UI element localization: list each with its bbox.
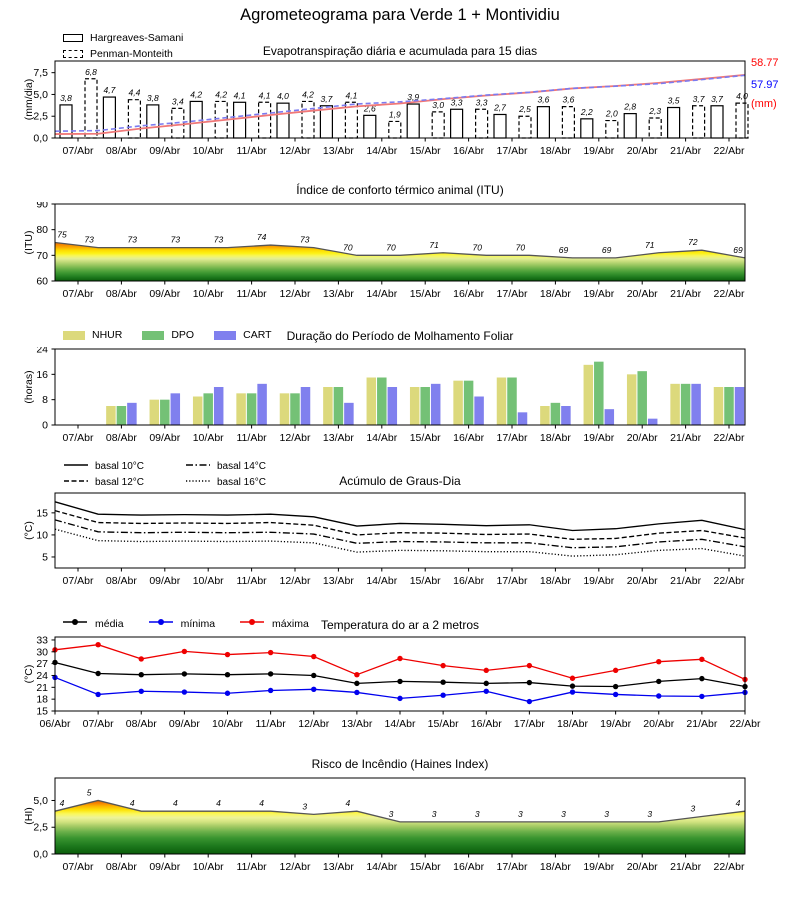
svg-text:20/Abr: 20/Abr (626, 145, 658, 157)
svg-text:16: 16 (36, 368, 48, 381)
svg-text:22/Abr: 22/Abr (713, 861, 745, 873)
svg-text:60: 60 (36, 275, 48, 288)
svg-text:08/Abr: 08/Abr (105, 575, 137, 587)
svg-text:4: 4 (259, 798, 264, 809)
svg-text:5: 5 (86, 787, 92, 798)
svg-text:(°C): (°C) (23, 664, 35, 684)
svg-text:4: 4 (216, 798, 221, 809)
itu-canvas (0, 202, 800, 309)
svg-text:14/Abr: 14/Abr (366, 575, 398, 587)
graus-dia-canvas (0, 491, 800, 596)
haines-y-axis (23, 795, 55, 861)
temperatura-y-axis (23, 635, 55, 718)
svg-text:6,8: 6,8 (85, 66, 97, 77)
svg-text:73: 73 (300, 234, 310, 245)
hargreaves-solid-box-icon (63, 34, 83, 42)
svg-text:4: 4 (735, 798, 741, 809)
legend-label-nhur: NHUR (92, 329, 123, 341)
svg-text:16/Abr: 16/Abr (453, 575, 485, 587)
svg-text:19/Abr: 19/Abr (583, 861, 615, 873)
evapo-title: Evapotranspiração diária e acumulada para 15 dias (262, 44, 538, 58)
graus-dia-plot (0, 491, 800, 601)
svg-text:70: 70 (386, 242, 396, 253)
svg-text:09/Abr: 09/Abr (149, 288, 181, 300)
svg-text:80: 80 (36, 224, 48, 237)
temperatura-plot (0, 635, 800, 744)
subplot-graus-dia (0, 448, 800, 598)
svg-text:3,7: 3,7 (692, 93, 705, 104)
svg-text:09/Abr: 09/Abr (149, 432, 181, 444)
legend-label-basal14: basal 14°C (217, 461, 267, 472)
svg-text:2,5: 2,5 (33, 110, 48, 123)
svg-text:10/Abr: 10/Abr (212, 718, 243, 730)
svg-text:3: 3 (690, 803, 696, 814)
svg-text:21/Abr: 21/Abr (670, 288, 702, 300)
svg-text:3,9: 3,9 (407, 92, 420, 103)
svg-text:10/Abr: 10/Abr (192, 861, 224, 873)
legend-label-penman: Penman-Monteith (90, 48, 173, 60)
svg-text:90: 90 (36, 202, 48, 211)
svg-text:2,2: 2,2 (580, 106, 593, 117)
svg-text:4: 4 (129, 798, 135, 809)
svg-text:14/Abr: 14/Abr (366, 288, 398, 300)
svg-text:3,7: 3,7 (711, 93, 723, 104)
svg-text:73: 73 (127, 234, 137, 245)
svg-text:2,7: 2,7 (494, 102, 506, 113)
itu-area-series (55, 230, 745, 282)
temperatura-title: Temperatura do ar a 2 metros (320, 618, 480, 632)
svg-text:11/Abr: 11/Abr (236, 432, 267, 444)
svg-text:3,4: 3,4 (171, 96, 184, 107)
svg-text:(horas): (horas) (23, 370, 35, 404)
svg-text:3,3: 3,3 (450, 97, 463, 108)
svg-text:10/Abr: 10/Abr (192, 288, 224, 300)
svg-text:20/Abr: 20/Abr (626, 288, 658, 300)
haines-title: Risco de Incêndio (Haines Index) (311, 757, 489, 771)
svg-text:27: 27 (36, 658, 48, 671)
legend-item-hargreaves[interactable] (63, 32, 183, 44)
svg-text:22/Abr: 22/Abr (713, 145, 745, 157)
svg-text:13/Abr: 13/Abr (322, 145, 354, 157)
svg-text:07/Abr: 07/Abr (62, 575, 94, 587)
haines-plot (0, 776, 800, 887)
svg-text:14/Abr: 14/Abr (366, 145, 398, 157)
svg-text:17/Abr: 17/Abr (496, 861, 528, 873)
molhamento-y-axis (23, 347, 55, 432)
svg-text:14/Abr: 14/Abr (366, 432, 398, 444)
svg-text:4,1: 4,1 (233, 90, 246, 101)
svg-text:08/Abr: 08/Abr (105, 861, 137, 873)
svg-text:07/Abr: 07/Abr (62, 861, 94, 873)
svg-text:22/Abr: 22/Abr (713, 575, 745, 587)
svg-text:18/Abr: 18/Abr (539, 432, 571, 444)
svg-text:20/Abr: 20/Abr (626, 432, 658, 444)
svg-text:17/Abr: 17/Abr (496, 145, 528, 157)
svg-text:12/Abr: 12/Abr (279, 575, 311, 587)
itu-y-axis (23, 202, 55, 288)
svg-text:69: 69 (601, 244, 612, 255)
legend-item-basal10[interactable] (63, 460, 185, 473)
svg-text:(ITU): (ITU) (23, 230, 35, 255)
svg-text:73: 73 (170, 234, 181, 245)
svg-text:13/Abr: 13/Abr (322, 861, 354, 873)
molhamento-x-axis (63, 425, 745, 444)
svg-text:09/Abr: 09/Abr (149, 861, 181, 873)
svg-text:15: 15 (36, 705, 48, 718)
svg-text:4,1: 4,1 (345, 90, 358, 101)
svg-text:30: 30 (36, 646, 48, 659)
svg-text:09/Abr: 09/Abr (149, 575, 181, 587)
svg-text:10/Abr: 10/Abr (192, 575, 224, 587)
svg-text:15: 15 (36, 507, 48, 520)
svg-text:5: 5 (42, 551, 48, 564)
svg-text:08/Abr: 08/Abr (125, 718, 157, 730)
svg-text:07/Abr: 07/Abr (62, 432, 94, 444)
subplot-haines (0, 752, 800, 888)
svg-text:1,9: 1,9 (388, 109, 401, 120)
svg-text:70: 70 (343, 242, 353, 253)
svg-text:21/Abr: 21/Abr (686, 718, 718, 730)
svg-text:16/Abr: 16/Abr (470, 718, 502, 730)
svg-text:4,2: 4,2 (302, 89, 314, 100)
svg-text:71: 71 (429, 239, 439, 250)
svg-text:4: 4 (345, 798, 351, 809)
legend-label-cart: CART (243, 329, 272, 341)
svg-text:10/Abr: 10/Abr (192, 145, 224, 157)
svg-text:19/Abr: 19/Abr (583, 432, 615, 444)
svg-text:8: 8 (42, 394, 48, 407)
svg-text:3,6: 3,6 (537, 94, 550, 105)
svg-text:11/Abr: 11/Abr (236, 861, 267, 873)
svg-text:11/Abr: 11/Abr (236, 145, 267, 157)
svg-text:3,0: 3,0 (432, 99, 445, 110)
svg-text:16/Abr: 16/Abr (453, 288, 485, 300)
legend-label-basal12: basal 12°C (95, 477, 145, 488)
svg-text:20/Abr: 20/Abr (626, 861, 658, 873)
svg-text:21/Abr: 21/Abr (670, 575, 702, 587)
graus-dia-title: Acúmulo de Graus-Dia (339, 474, 461, 488)
svg-text:73: 73 (84, 234, 94, 245)
svg-text:21/Abr: 21/Abr (670, 145, 702, 157)
svg-text:17/Abr: 17/Abr (496, 288, 528, 300)
svg-text:2,8: 2,8 (624, 101, 637, 112)
svg-text:12/Abr: 12/Abr (279, 861, 311, 873)
svg-text:09/Abr: 09/Abr (168, 718, 200, 730)
svg-text:4,0: 4,0 (736, 91, 748, 102)
svg-text:3: 3 (647, 808, 653, 819)
svg-text:18: 18 (36, 693, 48, 706)
svg-text:13/Abr: 13/Abr (322, 288, 354, 300)
svg-text:19/Abr: 19/Abr (600, 718, 632, 730)
svg-text:07/Abr: 07/Abr (82, 718, 114, 730)
svg-text:4,4: 4,4 (128, 87, 141, 98)
svg-text:70: 70 (36, 249, 48, 262)
graus-dia-y-axis (23, 507, 55, 563)
svg-text:2,5: 2,5 (519, 104, 531, 115)
haines-canvas (0, 776, 800, 882)
svg-text:18/Abr: 18/Abr (539, 288, 571, 300)
legend-label-basal16: basal 16°C (217, 477, 267, 488)
svg-text:33: 33 (36, 635, 48, 647)
legend-label-hargreaves: Hargreaves-Samani (90, 32, 184, 44)
temperatura-canvas (0, 635, 800, 739)
svg-text:70: 70 (515, 242, 526, 253)
molhamento-canvas (0, 347, 800, 453)
subplot-temperatura (0, 614, 800, 740)
svg-text:(mm/dia): (mm/dia) (23, 78, 35, 121)
svg-text:12/Abr: 12/Abr (279, 288, 311, 300)
evapo-y-axis (23, 67, 55, 144)
svg-text:3: 3 (561, 808, 566, 819)
svg-text:4,2: 4,2 (190, 89, 203, 100)
svg-text:2,3: 2,3 (649, 105, 662, 116)
svg-text:4,7: 4,7 (103, 85, 116, 96)
molhamento-plot (0, 347, 800, 458)
svg-text:22/Abr: 22/Abr (713, 432, 745, 444)
svg-text:2,0: 2,0 (605, 108, 618, 119)
svg-text:09/Abr: 09/Abr (149, 145, 181, 157)
svg-text:11/Abr: 11/Abr (236, 575, 267, 587)
svg-text:20/Abr: 20/Abr (626, 575, 658, 587)
svg-text:0,0: 0,0 (33, 132, 48, 145)
svg-text:3,5: 3,5 (667, 95, 680, 106)
svg-text:3,7: 3,7 (320, 93, 333, 104)
svg-text:4,0: 4,0 (277, 91, 289, 102)
svg-text:08/Abr: 08/Abr (105, 432, 137, 444)
molhamento-title: Duração do Período de Molhamento Foliar (286, 329, 514, 343)
svg-text:3: 3 (388, 808, 394, 819)
svg-text:74: 74 (256, 232, 267, 243)
svg-text:3,3: 3,3 (475, 97, 488, 108)
svg-text:15/Abr: 15/Abr (409, 861, 441, 873)
svg-text:22/Abr: 22/Abr (713, 288, 745, 300)
svg-text:4: 4 (59, 798, 65, 809)
svg-text:06/Abr: 06/Abr (39, 718, 71, 730)
svg-text:73: 73 (213, 234, 224, 245)
svg-text:(HI): (HI) (23, 807, 35, 825)
svg-text:11/Abr: 11/Abr (255, 718, 286, 730)
svg-text:13/Abr: 13/Abr (341, 718, 373, 730)
svg-text:10: 10 (36, 529, 48, 542)
molhamento-bar-series (106, 362, 744, 425)
legend-label-maxima: máxima (272, 617, 309, 630)
svg-text:69: 69 (733, 244, 743, 255)
svg-text:13/Abr: 13/Abr (322, 575, 354, 587)
basal10-line-icon (63, 460, 89, 473)
svg-text:17/Abr: 17/Abr (496, 575, 528, 587)
svg-text:10/Abr: 10/Abr (192, 432, 224, 444)
svg-text:18/Abr: 18/Abr (539, 145, 571, 157)
svg-text:22/Abr: 22/Abr (729, 718, 761, 730)
svg-text:75: 75 (57, 229, 67, 240)
svg-text:4: 4 (173, 798, 178, 809)
svg-text:3: 3 (302, 801, 308, 812)
svg-text:24: 24 (36, 669, 48, 682)
svg-text:07/Abr: 07/Abr (62, 288, 94, 300)
graus-dia-x-axis (63, 568, 745, 587)
svg-text:18/Abr: 18/Abr (539, 575, 571, 587)
svg-text:0,0: 0,0 (33, 848, 48, 861)
svg-text:17/Abr: 17/Abr (513, 718, 545, 730)
svg-text:08/Abr: 08/Abr (105, 288, 137, 300)
legend-label-minima: mínima (180, 617, 216, 630)
svg-text:4,2: 4,2 (215, 89, 228, 100)
basal14-line-icon (185, 460, 211, 473)
svg-text:3,8: 3,8 (60, 92, 72, 103)
svg-text:5,0: 5,0 (33, 88, 48, 101)
evapo-plot (0, 59, 800, 171)
svg-text:70: 70 (472, 242, 482, 253)
figure-title: Agrometeograma para Verde 1 + Montividiu (240, 6, 560, 24)
haines-area-series (55, 787, 745, 854)
svg-text:15/Abr: 15/Abr (427, 718, 459, 730)
cumulative-unit-label: (mm) (751, 98, 777, 110)
series-basal 10°C (55, 502, 745, 531)
evapo-canvas (0, 59, 800, 166)
svg-text:21/Abr: 21/Abr (670, 432, 702, 444)
svg-text:11/Abr: 11/Abr (236, 288, 267, 300)
svg-text:16/Abr: 16/Abr (453, 145, 485, 157)
svg-text:71: 71 (645, 239, 655, 250)
svg-text:15/Abr: 15/Abr (409, 288, 441, 300)
svg-text:14/Abr: 14/Abr (366, 861, 398, 873)
temperatura-x-axis (40, 711, 761, 730)
itu-title: Índice de conforto térmico animal (ITU) (296, 183, 504, 197)
subplot-molhamento (0, 328, 800, 454)
svg-text:12/Abr: 12/Abr (298, 718, 330, 730)
svg-text:21: 21 (36, 681, 48, 694)
svg-text:17/Abr: 17/Abr (496, 432, 528, 444)
svg-text:20/Abr: 20/Abr (643, 718, 675, 730)
svg-text:3: 3 (604, 808, 609, 819)
svg-text:3: 3 (431, 808, 437, 819)
svg-text:19/Abr: 19/Abr (583, 575, 615, 587)
itu-plot (0, 202, 800, 314)
svg-text:0: 0 (42, 419, 48, 432)
svg-text:12/Abr: 12/Abr (279, 432, 311, 444)
svg-text:24: 24 (36, 347, 48, 356)
svg-text:72: 72 (688, 237, 698, 248)
svg-text:18/Abr: 18/Abr (557, 718, 588, 730)
svg-text:16/Abr: 16/Abr (453, 432, 485, 444)
svg-text:19/Abr: 19/Abr (583, 288, 615, 300)
itu-x-axis (63, 281, 745, 300)
subplot-itu (0, 180, 800, 310)
svg-text:2,5: 2,5 (33, 821, 48, 834)
svg-text:19/Abr: 19/Abr (583, 145, 615, 157)
svg-text:15/Abr: 15/Abr (409, 575, 441, 587)
evapo-x-axis (63, 138, 745, 157)
svg-text:16/Abr: 16/Abr (453, 861, 485, 873)
svg-text:3: 3 (474, 808, 480, 819)
svg-text:15/Abr: 15/Abr (409, 432, 441, 444)
svg-text:4,1: 4,1 (258, 90, 271, 101)
hargreaves-total-label: 58.77 (751, 57, 779, 69)
svg-text:2,6: 2,6 (363, 103, 376, 114)
svg-text:14/Abr: 14/Abr (384, 718, 416, 730)
svg-text:08/Abr: 08/Abr (105, 145, 137, 157)
svg-text:3,8: 3,8 (146, 92, 159, 103)
legend-label-media: média (95, 617, 124, 630)
svg-text:18/Abr: 18/Abr (539, 861, 571, 873)
svg-text:21/Abr: 21/Abr (670, 861, 702, 873)
legend-label-basal10: basal 10°C (95, 461, 145, 472)
svg-text:07/Abr: 07/Abr (62, 145, 94, 157)
subplot-evapotranspiration (0, 30, 800, 180)
svg-text:5,0: 5,0 (33, 794, 48, 807)
svg-text:(°C): (°C) (23, 521, 35, 540)
svg-text:12/Abr: 12/Abr (279, 145, 311, 157)
penman-total-label: 57.97 (751, 79, 779, 91)
legend-item-basal14[interactable] (185, 460, 307, 473)
svg-text:13/Abr: 13/Abr (322, 432, 354, 444)
svg-text:3,6: 3,6 (562, 94, 575, 105)
svg-text:69: 69 (558, 244, 569, 255)
svg-text:3: 3 (518, 808, 523, 819)
legend-label-dpo: DPO (171, 329, 195, 341)
series-máxima (52, 642, 747, 682)
haines-x-axis (63, 854, 745, 873)
svg-text:15/Abr: 15/Abr (409, 145, 441, 157)
svg-text:7,5: 7,5 (33, 67, 48, 80)
